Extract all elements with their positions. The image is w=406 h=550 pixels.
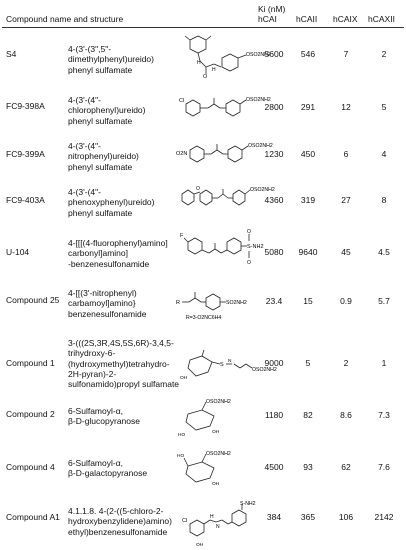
systematic-name: 4-(3'-(4"- chlorophenyl)ureido) phenyl sulfamate [68,95,146,126]
hcaii-value: 365 [300,512,316,522]
header-rule [2,27,404,28]
sulfonamide-label: SO2NH2 [226,300,247,306]
sulfonamide-label: S-NH2 [240,501,256,507]
structure-image [176,346,296,390]
table-row [0,282,406,326]
hcaxii-value: 4.5 [378,247,390,257]
svg-text:N: N [216,524,220,530]
hcaix-value: 0.9 [340,296,352,306]
hcai-value: 1230 [264,149,284,159]
compound-name: S4 [6,49,17,59]
hcaii-value: 9640 [298,247,318,257]
substituent-label: R=3-O2NC6H4 [186,315,222,321]
table-row [0,500,406,550]
systematic-name: 3-(((2S,3R,4S,5S,6R)-3,4,5- trihydroxy-6- (hydroxymethyl)tetrahydro- 2H-pyran)-2- sulfonamido)propyl sulfamate [68,338,180,390]
substituent-label: Cl [179,98,185,104]
hcai-value: 5600 [264,49,284,59]
ki-units-header: Ki (nM) [258,4,286,14]
svg-text:O: O [247,260,251,266]
compound-name: Compound 25 [6,295,60,305]
compound-name: FC9-403A [6,195,45,205]
svg-text:N: N [228,359,232,364]
svg-text:H: H [210,514,214,520]
hcaxii-value: 2142 [374,512,394,522]
systematic-name: 6-Sulfamoyl-α, β-D-galactopyranose [68,458,148,479]
svg-text:O: O [203,74,208,80]
systematic-name: 4.1.1.8. 4-(2-((5-chloro-2- hydroxybenzylidene)amino) ethyl)benzenesulfonamide [68,506,172,537]
table-row [0,228,406,278]
hcai-value: 384 [266,512,282,522]
svg-text:HO: HO [177,454,185,459]
svg-text:O: O [247,229,251,235]
hcaxii-value: 7.6 [378,462,390,472]
svg-text:H: H [212,67,216,73]
svg-text:O: O [196,186,200,192]
hcaxii-value: 5 [381,102,387,112]
hcaxii-value: 2 [381,49,387,59]
svg-text:OH: OH [212,430,220,435]
sulfamate-label: OSO2NH2 [246,97,271,103]
substituent-label: O2N [176,151,188,157]
hcai-value: 4360 [264,195,284,205]
table-row [0,88,406,132]
compound-column-header: Compound name and structure [6,14,124,24]
hcai-value: 4500 [264,462,284,472]
hcaix-value: 106 [338,512,354,522]
hcaii-value: 82 [303,410,313,420]
hcaii-value: 93 [303,462,313,472]
hcaix-value: 2 [343,358,349,368]
hcaxii-value: 8 [381,195,387,205]
hcaix-value: 6 [343,149,349,159]
hcaii-value: 546 [300,49,316,59]
compound-name: FC9-398A [6,101,45,111]
structure-image [176,500,296,550]
svg-text:HO: HO [178,433,186,438]
sulfamate-label: OSO2NH2 [248,143,273,149]
svg-text:H: H [197,60,201,66]
hcaii-value: 5 [305,358,311,368]
systematic-name: 4-(3'-(3",5"- dimethylphenyl)ureido) phenyl sulfamate [68,44,154,75]
hcaix-value: 12 [341,102,351,112]
sulfonamide-label: S-NH2 [247,244,264,250]
systematic-name: 4-[[(3'-nitrophenyl) carbamoyl]amino} benzenesulfonamide [68,288,147,319]
compound-name: Compound A1 [6,512,60,522]
hcaxii-value: 7.3 [378,410,390,420]
svg-text:OH: OH [196,543,204,548]
systematic-name: 4-(3'-(4"- nitrophenyl)ureido) phenyl sulfamate [68,141,139,172]
hcaxii-column-header: hCAXII [368,14,395,24]
svg-text:S: S [220,362,224,368]
compound-name: U-104 [6,247,30,257]
hcai-value: 1180 [264,410,284,420]
svg-text:R: R [176,300,180,306]
hcaii-value: 291 [300,102,316,112]
substituent-label: F [180,233,184,239]
systematic-name: 6-Sulfamoyl-α, β-D-glucopyranose [68,406,140,427]
svg-text:OH: OH [212,482,220,487]
hcaix-value: 7 [343,49,349,59]
sulfamate-label: OSO2NH2 [246,52,271,58]
hcaix-column-header: hCAIX [333,14,358,24]
hcaix-value: 8.6 [340,410,352,420]
sulfamate-label: OSO2NH2 [252,367,277,373]
hcai-value: 9000 [264,358,284,368]
hcaix-value: 62 [341,462,351,472]
hcai-value: 23.4 [265,296,283,306]
hcaii-value: 450 [300,149,316,159]
hcai-column-header: hCAI [258,14,277,24]
hcaii-value: 319 [300,195,316,205]
hcai-value: 2800 [264,102,284,112]
svg-text:OH: OH [180,376,188,381]
hcaxii-value: 5.7 [378,296,390,306]
table-row [0,448,406,494]
systematic-name: 4-[[[(4-fluorophenyl)amino] carbonyl]amino] -benzenesulfonamide [68,238,168,269]
table-row [0,34,406,84]
hcaii-value: 15 [303,296,313,306]
compound-name: Compound 1 [6,358,55,368]
systematic-name: 4-(3'-(4"- phenoxyphenyl)ureido) phenyl sulfamate [68,187,155,218]
compound-name: Compound 2 [6,409,55,419]
sulfamate-label: OSO2NH2 [206,399,231,405]
table-row [0,332,406,392]
table-row [0,396,406,442]
table-row [0,180,406,224]
compound-name: Compound 4 [6,462,55,472]
table-row [0,134,406,178]
hcai-value: 5080 [264,247,284,257]
hcaii-column-header: hCAII [296,14,318,24]
hcaxii-value: 4 [381,149,387,159]
hcaxii-value: 1 [381,358,387,368]
hcaix-value: 45 [341,247,351,257]
hcaix-value: 27 [341,195,351,205]
substituent-label: Cl [182,518,188,524]
sulfamate-label: OSO2NH2 [206,451,231,457]
compound-name: FC9-399A [6,149,45,159]
sulfamate-label: OSO2NH2 [250,187,275,193]
